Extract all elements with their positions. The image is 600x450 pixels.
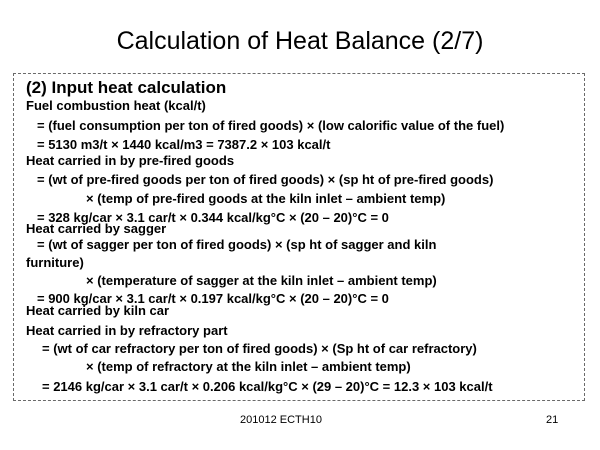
heading-fuel-combustion-heat: Fuel combustion heat (kcal/t) <box>26 98 206 113</box>
formula-refractory-line-1: = (wt of car refractory per ton of fired goods) × (Sp ht of car refractory) <box>42 341 477 356</box>
formula-fuel-line-1: = (fuel consumption per ton of fired goods) × (low calorific value of the fuel) <box>37 118 505 133</box>
formula-pre-fired-line-3: = 328 kg/car × 3.1 car/t × 0.344 kcal/kg°C × (20 – 20)°C = 0 <box>37 210 389 225</box>
page-number: 21 <box>546 414 559 426</box>
section-heading: (2) Input heat calculation <box>26 78 227 97</box>
formula-sagger-line-2: × (temperature of sagger at the kiln inlet – ambient temp) <box>86 273 437 288</box>
formula-pre-fired-line-2: × (temp of pre-fired goods at the kiln inlet – ambient temp) <box>86 191 446 206</box>
formula-refractory-line-3: = 2146 kg/car × 3.1 car/t × 0.206 kcal/kg°C × (29 – 20)°C = 12.3 × 103 kcal/t <box>42 379 493 394</box>
heading-pre-fired-goods: Heat carried in by pre-fired goods <box>26 153 235 168</box>
formula-sagger-line-1: = (wt of sagger per ton of fired goods) × (sp ht of sagger and kiln <box>37 237 437 252</box>
heading-sagger: Heat carried by sagger <box>26 221 167 236</box>
heading-refractory-part: Heat carried in by refractory part <box>26 323 228 338</box>
slide-title: Calculation of Heat Balance (2/7) <box>116 27 484 55</box>
formula-pre-fired-line-1: = (wt of pre-fired goods per ton of fired goods) × (sp ht of pre-fired goods) <box>37 172 494 187</box>
formula-refractory-line-2: × (temp of refractory at the kiln inlet – ambient temp) <box>86 359 411 374</box>
formula-sagger-line-1-wrap: furniture) <box>26 255 84 270</box>
heading-kiln-car: Heat carried by kiln car <box>26 303 170 318</box>
formula-sagger-line-3: = 900 kg/car × 3.1 car/t × 0.197 kcal/kg°C × (20 – 20)°C = 0 <box>37 291 389 306</box>
formula-fuel-line-2: = 5130 m3/t × 1440 kcal/m3 = 7387.2 × 103 kcal/t <box>37 137 331 152</box>
footer-code: 201012 ECTH10 <box>240 414 322 426</box>
